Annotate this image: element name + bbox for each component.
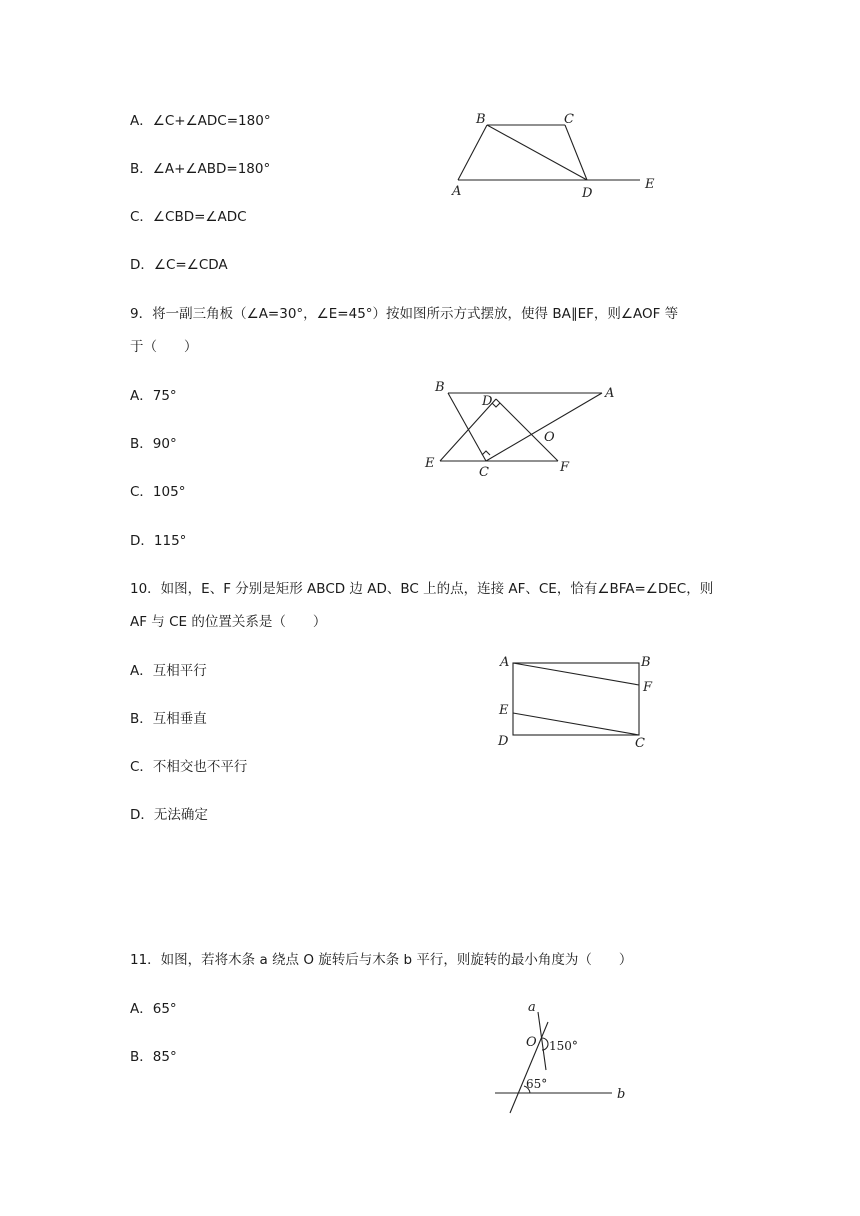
- q8-segment-ba: [458, 125, 487, 180]
- q10-label-d: D: [498, 734, 509, 749]
- q8-label-b: B: [476, 112, 486, 127]
- q10-segment-af: [513, 663, 639, 685]
- q8-option-a: A．∠C+∠ADC=180°: [130, 113, 271, 129]
- q10-stem-line1: 10．如图，E、F 分别是矩形 ABCD 边 AD、BC 上的点，连接 AF、CE，恰有∠BFA=∠DEC，则: [130, 581, 714, 597]
- q9-figure-svg: [420, 375, 630, 480]
- q10-option-c: C．不相交也不平行: [130, 759, 248, 775]
- q9-label-a: A: [605, 386, 615, 401]
- q8-label-c: C: [564, 112, 574, 127]
- q8-label-d: D: [582, 186, 593, 201]
- q10-label-c: C: [635, 736, 645, 751]
- q8-segment-cd: [565, 125, 587, 180]
- q8-segment-bd: [487, 125, 587, 180]
- q11-stem-line1: 11．如图，若将木条 a 绕点 O 旋转后与木条 b 平行，则旋转的最小角度为（ ）: [130, 952, 633, 968]
- q9-segment-ac: [486, 393, 602, 461]
- q9-right-angle-d: [492, 403, 500, 407]
- q9-segment-bc: [448, 393, 486, 461]
- q9-stem-line1: 9．将一副三角板（∠A=30°，∠E=45°）按如图所示方式摆放，使得 BA∥EF，则∠AOF 等: [130, 306, 679, 322]
- q11-label-o: O: [526, 1035, 537, 1050]
- q10-figure-svg: [495, 650, 665, 755]
- q9-label-b: B: [435, 380, 445, 395]
- q9-option-d: D．115°: [130, 533, 187, 549]
- q9-option-a: A．75°: [130, 388, 177, 404]
- q9-stem-line2: 于（ ）: [130, 339, 198, 355]
- q8-option-c: C．∠CBD=∠ADC: [130, 209, 247, 225]
- q9-label-o: O: [544, 430, 555, 445]
- q11-label-b: b: [617, 1087, 626, 1102]
- q9-figure: [420, 375, 630, 484]
- q10-option-b: B．互相垂直: [130, 711, 207, 727]
- q11-figure: [490, 1000, 640, 1122]
- q11-figure-svg: [490, 1000, 640, 1118]
- q11-label-a: a: [528, 1000, 536, 1015]
- q9-label-d: D: [482, 394, 493, 409]
- q11-stick-a: [538, 1012, 546, 1070]
- q9-label-c: C: [479, 465, 489, 480]
- q11-angle-150: 150°: [549, 1039, 578, 1053]
- q9-option-c: C．105°: [130, 484, 186, 500]
- q11-option-a: A．65°: [130, 1001, 177, 1017]
- q10-option-a: A．互相平行: [130, 663, 207, 679]
- q10-segment-ec: [513, 713, 639, 735]
- q10-label-b: B: [641, 655, 651, 670]
- q10-figure: [495, 650, 665, 759]
- q8-figure: [440, 105, 670, 209]
- q10-option-d: D．无法确定: [130, 807, 208, 823]
- q9-option-b: B．90°: [130, 436, 177, 452]
- q8-figure-svg: [440, 105, 670, 205]
- q10-label-f: F: [643, 680, 653, 695]
- q8-label-a: A: [452, 184, 462, 199]
- q8-label-e: E: [645, 177, 655, 192]
- q11-option-b: B．85°: [130, 1049, 177, 1065]
- q10-label-e: E: [499, 703, 509, 718]
- q9-label-f: F: [560, 460, 570, 475]
- q8-option-b: B．∠A+∠ABD=180°: [130, 161, 271, 177]
- q9-label-e: E: [425, 456, 435, 471]
- q8-option-d: D．∠C=∠CDA: [130, 257, 228, 273]
- q10-label-a: A: [500, 655, 510, 670]
- q9-right-angle-c: [482, 451, 490, 455]
- q11-angle-65: 65°: [526, 1077, 548, 1091]
- q10-stem-line2: AF 与 CE 的位置关系是（ ）: [130, 614, 327, 630]
